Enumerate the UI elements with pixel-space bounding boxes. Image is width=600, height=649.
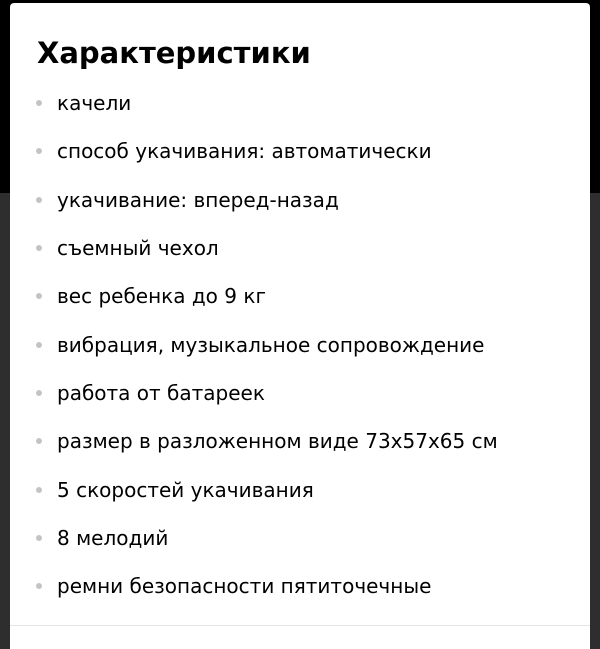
- list-item-text: качели: [57, 91, 132, 116]
- list-item: [10, 514, 590, 562]
- list-item: [10, 369, 590, 417]
- bullet-icon: [36, 487, 42, 493]
- list-item: [10, 79, 590, 127]
- characteristics-card: [10, 3, 590, 649]
- bullet-icon: [36, 390, 42, 396]
- list-item: [10, 465, 590, 513]
- bullet-icon: [36, 245, 42, 251]
- list-item: [10, 224, 590, 272]
- section-title: Характеристики: [37, 36, 311, 70]
- list-item-text: размер в разложенном виде 73x57x65 см: [57, 429, 498, 454]
- bullet-icon: [36, 100, 42, 106]
- list-item-text: 5 скоростей укачивания: [57, 477, 314, 502]
- list-item-text: ремни безопасности пятиточечные: [57, 574, 432, 599]
- bullet-icon: [36, 583, 42, 589]
- list-item: [10, 176, 590, 224]
- list-item: [10, 562, 590, 610]
- divider: [10, 625, 590, 626]
- bullet-icon: [36, 535, 42, 541]
- list-item-text: работа от батареек: [57, 380, 265, 405]
- bullet-icon: [36, 342, 42, 348]
- bullet-icon: [36, 148, 42, 154]
- list-item: [10, 320, 590, 368]
- bullet-icon: [36, 293, 42, 299]
- list-item: [10, 417, 590, 465]
- list-item-text: вес ребенка до 9 кг: [57, 284, 266, 309]
- list-item-text: укачивание: вперед-назад: [57, 187, 339, 212]
- list-item-text: съемный чехол: [57, 236, 219, 261]
- list-item: [10, 127, 590, 175]
- bullet-icon: [36, 438, 42, 444]
- list-item-text: вибрация, музыкальное сопровождение: [57, 332, 485, 357]
- characteristics-list: [10, 79, 590, 610]
- list-item-text: 8 мелодий: [57, 525, 169, 550]
- list-item-text: способ укачивания: автоматически: [57, 139, 432, 164]
- list-item: [10, 272, 590, 320]
- bullet-icon: [36, 197, 42, 203]
